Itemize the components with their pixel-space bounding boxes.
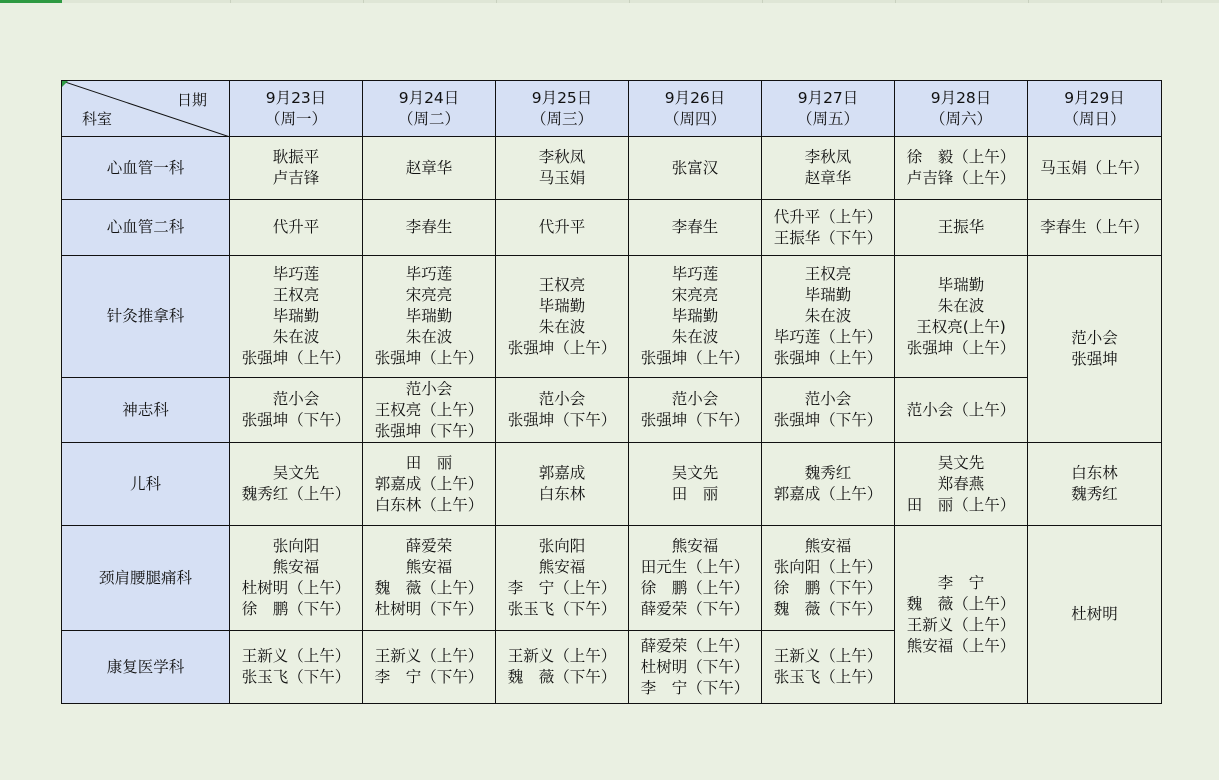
- day-weekday: （周三）: [530, 109, 593, 128]
- schedule-cell[interactable]: [496, 378, 629, 443]
- doctor-entry: 朱在波: [937, 296, 985, 315]
- doctor-entry: 白东林（上午）: [374, 495, 484, 514]
- schedule-cell[interactable]: [762, 443, 895, 526]
- doctor-entry: 李秋凤: [804, 148, 852, 166]
- doctor-entry: 王振华（下午）: [773, 228, 883, 247]
- doctor-entry: 王新义（上午）: [241, 647, 351, 665]
- duty-schedule-table: [61, 80, 1162, 704]
- schedule-cell[interactable]: [762, 137, 895, 200]
- day-header-cell[interactable]: [363, 81, 496, 137]
- doctor-entry: 魏 薇（上午）: [906, 594, 1016, 613]
- schedule-cell[interactable]: [629, 378, 762, 443]
- schedule-cell[interactable]: [762, 200, 895, 256]
- doctor-entry: 毕巧莲: [405, 265, 453, 283]
- day-header-cell[interactable]: [1028, 81, 1162, 137]
- schedule-cell[interactable]: [363, 526, 496, 631]
- schedule-cell[interactable]: [762, 526, 895, 631]
- schedule-cell[interactable]: [762, 256, 895, 378]
- doctor-entry: 朱在波: [804, 307, 852, 325]
- doctor-entry: 宋亮亮: [671, 286, 719, 304]
- schedule-cell[interactable]: [629, 137, 762, 200]
- doctor-entry: 熊安福（上午）: [906, 636, 1016, 655]
- doctor-entry: 吴文先: [272, 464, 320, 482]
- column-divider: [363, 0, 364, 3]
- day-date: 9月29日: [1064, 88, 1125, 107]
- doctor-entry: 朱在波: [405, 328, 453, 346]
- doctor-entry: 李 宁（上午）: [507, 579, 617, 597]
- doctor-entry: 杜树明（下午）: [640, 657, 750, 676]
- schedule-cell[interactable]: [230, 256, 363, 378]
- schedule-cell[interactable]: [496, 443, 629, 526]
- day-weekday: （周五）: [796, 109, 859, 128]
- doctor-entry: 张强坤（上午）: [241, 349, 351, 367]
- doctor-entry: 王振华: [937, 218, 985, 236]
- doctor-entry: 毕瑞勤: [804, 286, 852, 304]
- department-name: 康复医学科: [106, 657, 185, 676]
- doctor-entry: 王新义（上午）: [773, 647, 883, 665]
- day-date: 9月26日: [664, 88, 726, 107]
- department-name: 儿科: [129, 474, 161, 493]
- doctor-entry: 熊安福: [538, 558, 586, 576]
- doctor-entry: 杜树明: [1071, 605, 1118, 623]
- schedule-cell[interactable]: [629, 200, 762, 256]
- doctor-entry: 代升平: [538, 218, 586, 236]
- doctor-entry: 张强坤（上午）: [906, 338, 1016, 357]
- schedule-cell[interactable]: [230, 443, 363, 526]
- day-weekday: （周日）: [1063, 109, 1126, 128]
- doctor-entry: 张强坤（上午）: [773, 349, 883, 367]
- department-name: 神志科: [122, 400, 169, 419]
- department-cell[interactable]: [62, 526, 230, 631]
- schedule-cell[interactable]: [629, 443, 762, 526]
- doctor-entry: 范小会: [538, 390, 586, 408]
- doctor-entry: 熊安福: [272, 558, 320, 576]
- doctor-entry: 朱在波: [272, 328, 320, 346]
- schedule-cell[interactable]: [762, 631, 895, 704]
- doctor-entry: 魏秀红: [1071, 485, 1118, 503]
- doctor-entry: 张强坤（下午）: [507, 411, 617, 429]
- department-name: 心血管二科: [106, 218, 185, 236]
- doctor-entry: 毕巧莲: [272, 265, 320, 283]
- schedule-cell[interactable]: [496, 137, 629, 200]
- day-header-cell[interactable]: [762, 81, 895, 137]
- doctor-entry: 熊安福: [804, 537, 852, 555]
- doctor-entry: 毕巧莲（上午）: [773, 328, 883, 346]
- doctor-entry: 田元生（上午）: [640, 558, 750, 576]
- doctor-entry: 王权亮: [804, 265, 852, 283]
- day-header-cell[interactable]: [895, 81, 1028, 137]
- doctor-entry: 马玉娟（上午）: [1040, 158, 1149, 177]
- department-name: 针灸推拿科: [106, 307, 185, 325]
- doctor-entry: 张强坤（上午）: [507, 338, 617, 357]
- doctor-entry: 毕巧莲: [671, 265, 719, 283]
- schedule-cell[interactable]: [230, 137, 363, 200]
- department-name: 心血管一科: [106, 158, 185, 177]
- doctor-entry: 徐 毅（上午）: [906, 148, 1016, 166]
- doctor-entry: 薛爱荣: [405, 537, 453, 555]
- doctor-entry: 郭嘉成（上午）: [374, 474, 484, 493]
- doctor-entry: 田 丽（上午）: [906, 495, 1016, 514]
- doctor-entry: 张强坤（下午）: [374, 421, 484, 440]
- header-row: [62, 81, 1162, 137]
- schedule-cell[interactable]: [895, 137, 1028, 200]
- schedule-cell[interactable]: [230, 378, 363, 443]
- column-divider: [496, 0, 497, 3]
- doctor-entry: 张强坤（上午）: [374, 349, 484, 367]
- doctor-entry: 张强坤: [1071, 350, 1118, 368]
- doctor-entry: 张富汉: [671, 158, 719, 177]
- doctor-entry: 李 宁（下午）: [374, 668, 484, 686]
- doctor-entry: 李 宁（下午）: [640, 678, 750, 697]
- selected-cell-indicator: [0, 0, 62, 3]
- corner-date-label: 日期: [176, 91, 207, 109]
- doctor-entry: 毕瑞勤: [272, 307, 320, 325]
- doctor-entry: 毕瑞勤: [671, 307, 719, 325]
- schedule-cell[interactable]: [1028, 256, 1162, 443]
- department-name: 颈肩腰腿痛科: [98, 568, 192, 587]
- doctor-entry: 吴文先: [937, 453, 985, 472]
- schedule-cell[interactable]: [230, 526, 363, 631]
- column-divider: [1161, 0, 1162, 3]
- column-divider: [895, 0, 896, 3]
- doctor-entry: 吴文先: [671, 464, 719, 482]
- day-header-cell[interactable]: [629, 81, 762, 137]
- doctor-entry: 王权亮(上午): [916, 317, 1006, 336]
- doctor-entry: 代升平（上午）: [773, 207, 883, 226]
- doctor-entry: 熊安福: [671, 537, 719, 555]
- doctor-entry: 李春生（上午）: [1040, 218, 1149, 236]
- doctor-entry: 宋亮亮: [405, 286, 453, 304]
- day-date: 9月27日: [797, 88, 859, 107]
- day-date: 9月23日: [265, 88, 327, 107]
- schedule-cell[interactable]: [363, 200, 496, 256]
- doctor-entry: 张向阳（上午）: [773, 558, 883, 576]
- day-weekday: （周六）: [929, 109, 992, 128]
- column-divider: [230, 0, 231, 3]
- doctor-entry: 杜树明（下午）: [374, 600, 484, 618]
- doctor-entry: 朱在波: [671, 328, 719, 346]
- schedule-cell[interactable]: [496, 526, 629, 631]
- doctor-entry: 张强坤（上午）: [640, 349, 750, 367]
- spreadsheet-top-bar: [0, 0, 1219, 3]
- schedule-cell[interactable]: [363, 137, 496, 200]
- doctor-entry: 朱在波: [538, 317, 586, 336]
- schedule-cell[interactable]: [363, 256, 496, 378]
- doctor-entry: 徐 鹏（上午）: [640, 579, 750, 597]
- department-cell[interactable]: [62, 378, 230, 443]
- cell-marker-icon: [62, 81, 68, 87]
- doctor-entry: 杜树明（上午）: [241, 579, 351, 597]
- day-header-cell[interactable]: [496, 81, 629, 137]
- department-cell[interactable]: [62, 200, 230, 256]
- table-row: [62, 200, 1162, 256]
- schedule-cell[interactable]: [363, 378, 496, 443]
- doctor-entry: 薛爱荣（下午）: [640, 600, 750, 618]
- doctor-entry: 魏秀红（上午）: [241, 485, 351, 503]
- doctor-entry: 赵章华: [804, 169, 852, 187]
- doctor-entry: 张玉飞（下午）: [241, 668, 351, 686]
- doctor-entry: 郭嘉成（上午）: [773, 485, 883, 503]
- department-cell[interactable]: [62, 631, 230, 704]
- schedule-cell[interactable]: [496, 631, 629, 704]
- doctor-entry: 代升平: [272, 218, 320, 236]
- doctor-entry: 赵章华: [405, 158, 453, 177]
- schedule-cell[interactable]: [629, 631, 762, 704]
- doctor-entry: 耿振平: [272, 148, 320, 166]
- schedule-cell[interactable]: [1028, 443, 1162, 526]
- doctor-entry: 王新义（上午）: [374, 647, 484, 665]
- doctor-entry: 魏 薇（下午）: [773, 600, 883, 618]
- schedule-cell[interactable]: [363, 443, 496, 526]
- schedule-cell[interactable]: [762, 378, 895, 443]
- doctor-entry: 熊安福: [405, 558, 453, 576]
- doctor-entry: 田 丽: [671, 485, 719, 503]
- day-weekday: （周四）: [663, 109, 726, 128]
- column-divider: [1028, 0, 1029, 3]
- doctor-entry: 卢吉锋: [272, 169, 320, 187]
- doctor-entry: 张强坤（下午）: [241, 411, 351, 429]
- doctor-entry: 魏 薇（下午）: [507, 668, 617, 686]
- doctor-entry: 王新义（上午）: [507, 647, 617, 665]
- doctor-entry: 田 丽: [405, 453, 453, 472]
- doctor-entry: 张向阳: [272, 537, 320, 555]
- doctor-entry: 魏秀红: [804, 464, 852, 482]
- schedule-cell[interactable]: [895, 378, 1028, 443]
- doctor-entry: 李春生: [671, 218, 719, 236]
- schedule-cell[interactable]: [1028, 200, 1162, 256]
- doctor-entry: 白东林: [1071, 464, 1118, 482]
- doctor-entry: 李 宁: [937, 573, 985, 592]
- doctor-entry: 范小会: [671, 390, 719, 408]
- day-date: 9月28日: [930, 88, 992, 107]
- doctor-entry: 王权亮（上午）: [374, 400, 484, 419]
- day-date: 9月24日: [398, 88, 460, 107]
- table-row: [62, 256, 1162, 378]
- doctor-entry: 王权亮: [272, 286, 320, 304]
- department-cell[interactable]: [62, 137, 230, 200]
- column-divider: [762, 0, 763, 3]
- doctor-entry: 毕瑞勤: [405, 307, 453, 325]
- doctor-entry: 张玉飞（上午）: [773, 668, 883, 686]
- schedule-cell[interactable]: [363, 631, 496, 704]
- doctor-entry: 郑春燕: [937, 474, 985, 493]
- schedule-cell[interactable]: [1028, 526, 1162, 704]
- doctor-entry: 白东林: [538, 485, 586, 503]
- table-row: [62, 378, 1162, 443]
- schedule-cell[interactable]: [496, 200, 629, 256]
- schedule-cell[interactable]: [230, 200, 363, 256]
- schedule-cell[interactable]: [895, 200, 1028, 256]
- doctor-entry: 魏 薇（上午）: [374, 579, 484, 597]
- doctor-entry: 郭嘉成: [538, 464, 586, 482]
- doctor-entry: 毕瑞勤: [538, 296, 586, 315]
- department-cell[interactable]: [62, 443, 230, 526]
- column-divider: [629, 0, 630, 3]
- department-cell[interactable]: [62, 256, 230, 378]
- doctor-entry: 张强坤（下午）: [640, 411, 750, 429]
- doctor-entry: 范小会: [1071, 329, 1118, 347]
- doctor-entry: 徐 鹏（下午）: [241, 600, 351, 618]
- schedule-cell[interactable]: [895, 526, 1028, 704]
- doctor-entry: 马玉娟: [538, 169, 586, 187]
- corner-header-cell[interactable]: [62, 81, 230, 137]
- doctor-entry: 张强坤（下午）: [773, 411, 883, 429]
- doctor-entry: 徐 鹏（下午）: [773, 579, 883, 597]
- doctor-entry: 范小会: [804, 390, 852, 408]
- schedule-cell[interactable]: [629, 256, 762, 378]
- doctor-entry: 卢吉锋（上午）: [906, 169, 1016, 187]
- schedule-cell[interactable]: [629, 526, 762, 631]
- schedule-cell[interactable]: [230, 631, 363, 704]
- doctor-entry: 张向阳: [538, 537, 586, 555]
- schedule-cell[interactable]: [895, 256, 1028, 378]
- schedule-cell[interactable]: [1028, 137, 1162, 200]
- day-weekday: （周一）: [264, 109, 327, 128]
- doctor-entry: 王权亮: [538, 275, 586, 294]
- doctor-entry: 范小会（上午）: [906, 400, 1016, 419]
- table-row: [62, 137, 1162, 200]
- doctor-entry: 李春生: [405, 218, 453, 236]
- corner-dept-label: 科室: [82, 110, 113, 128]
- doctor-entry: 范小会: [405, 379, 453, 398]
- table-row: [62, 526, 1162, 631]
- doctor-entry: 毕瑞勤: [937, 275, 985, 294]
- day-date: 9月25日: [531, 88, 593, 107]
- doctor-entry: 范小会: [272, 390, 320, 408]
- schedule-cell[interactable]: [895, 443, 1028, 526]
- schedule-cell[interactable]: [496, 256, 629, 378]
- doctor-entry: 张玉飞（下午）: [507, 600, 617, 618]
- day-weekday: （周二）: [397, 109, 460, 128]
- doctor-entry: 王新义（上午）: [906, 615, 1016, 634]
- doctor-entry: 李秋凤: [538, 148, 586, 166]
- day-header-cell[interactable]: [230, 81, 363, 137]
- doctor-entry: 薛爱荣（上午）: [640, 636, 750, 655]
- table-row: [62, 443, 1162, 526]
